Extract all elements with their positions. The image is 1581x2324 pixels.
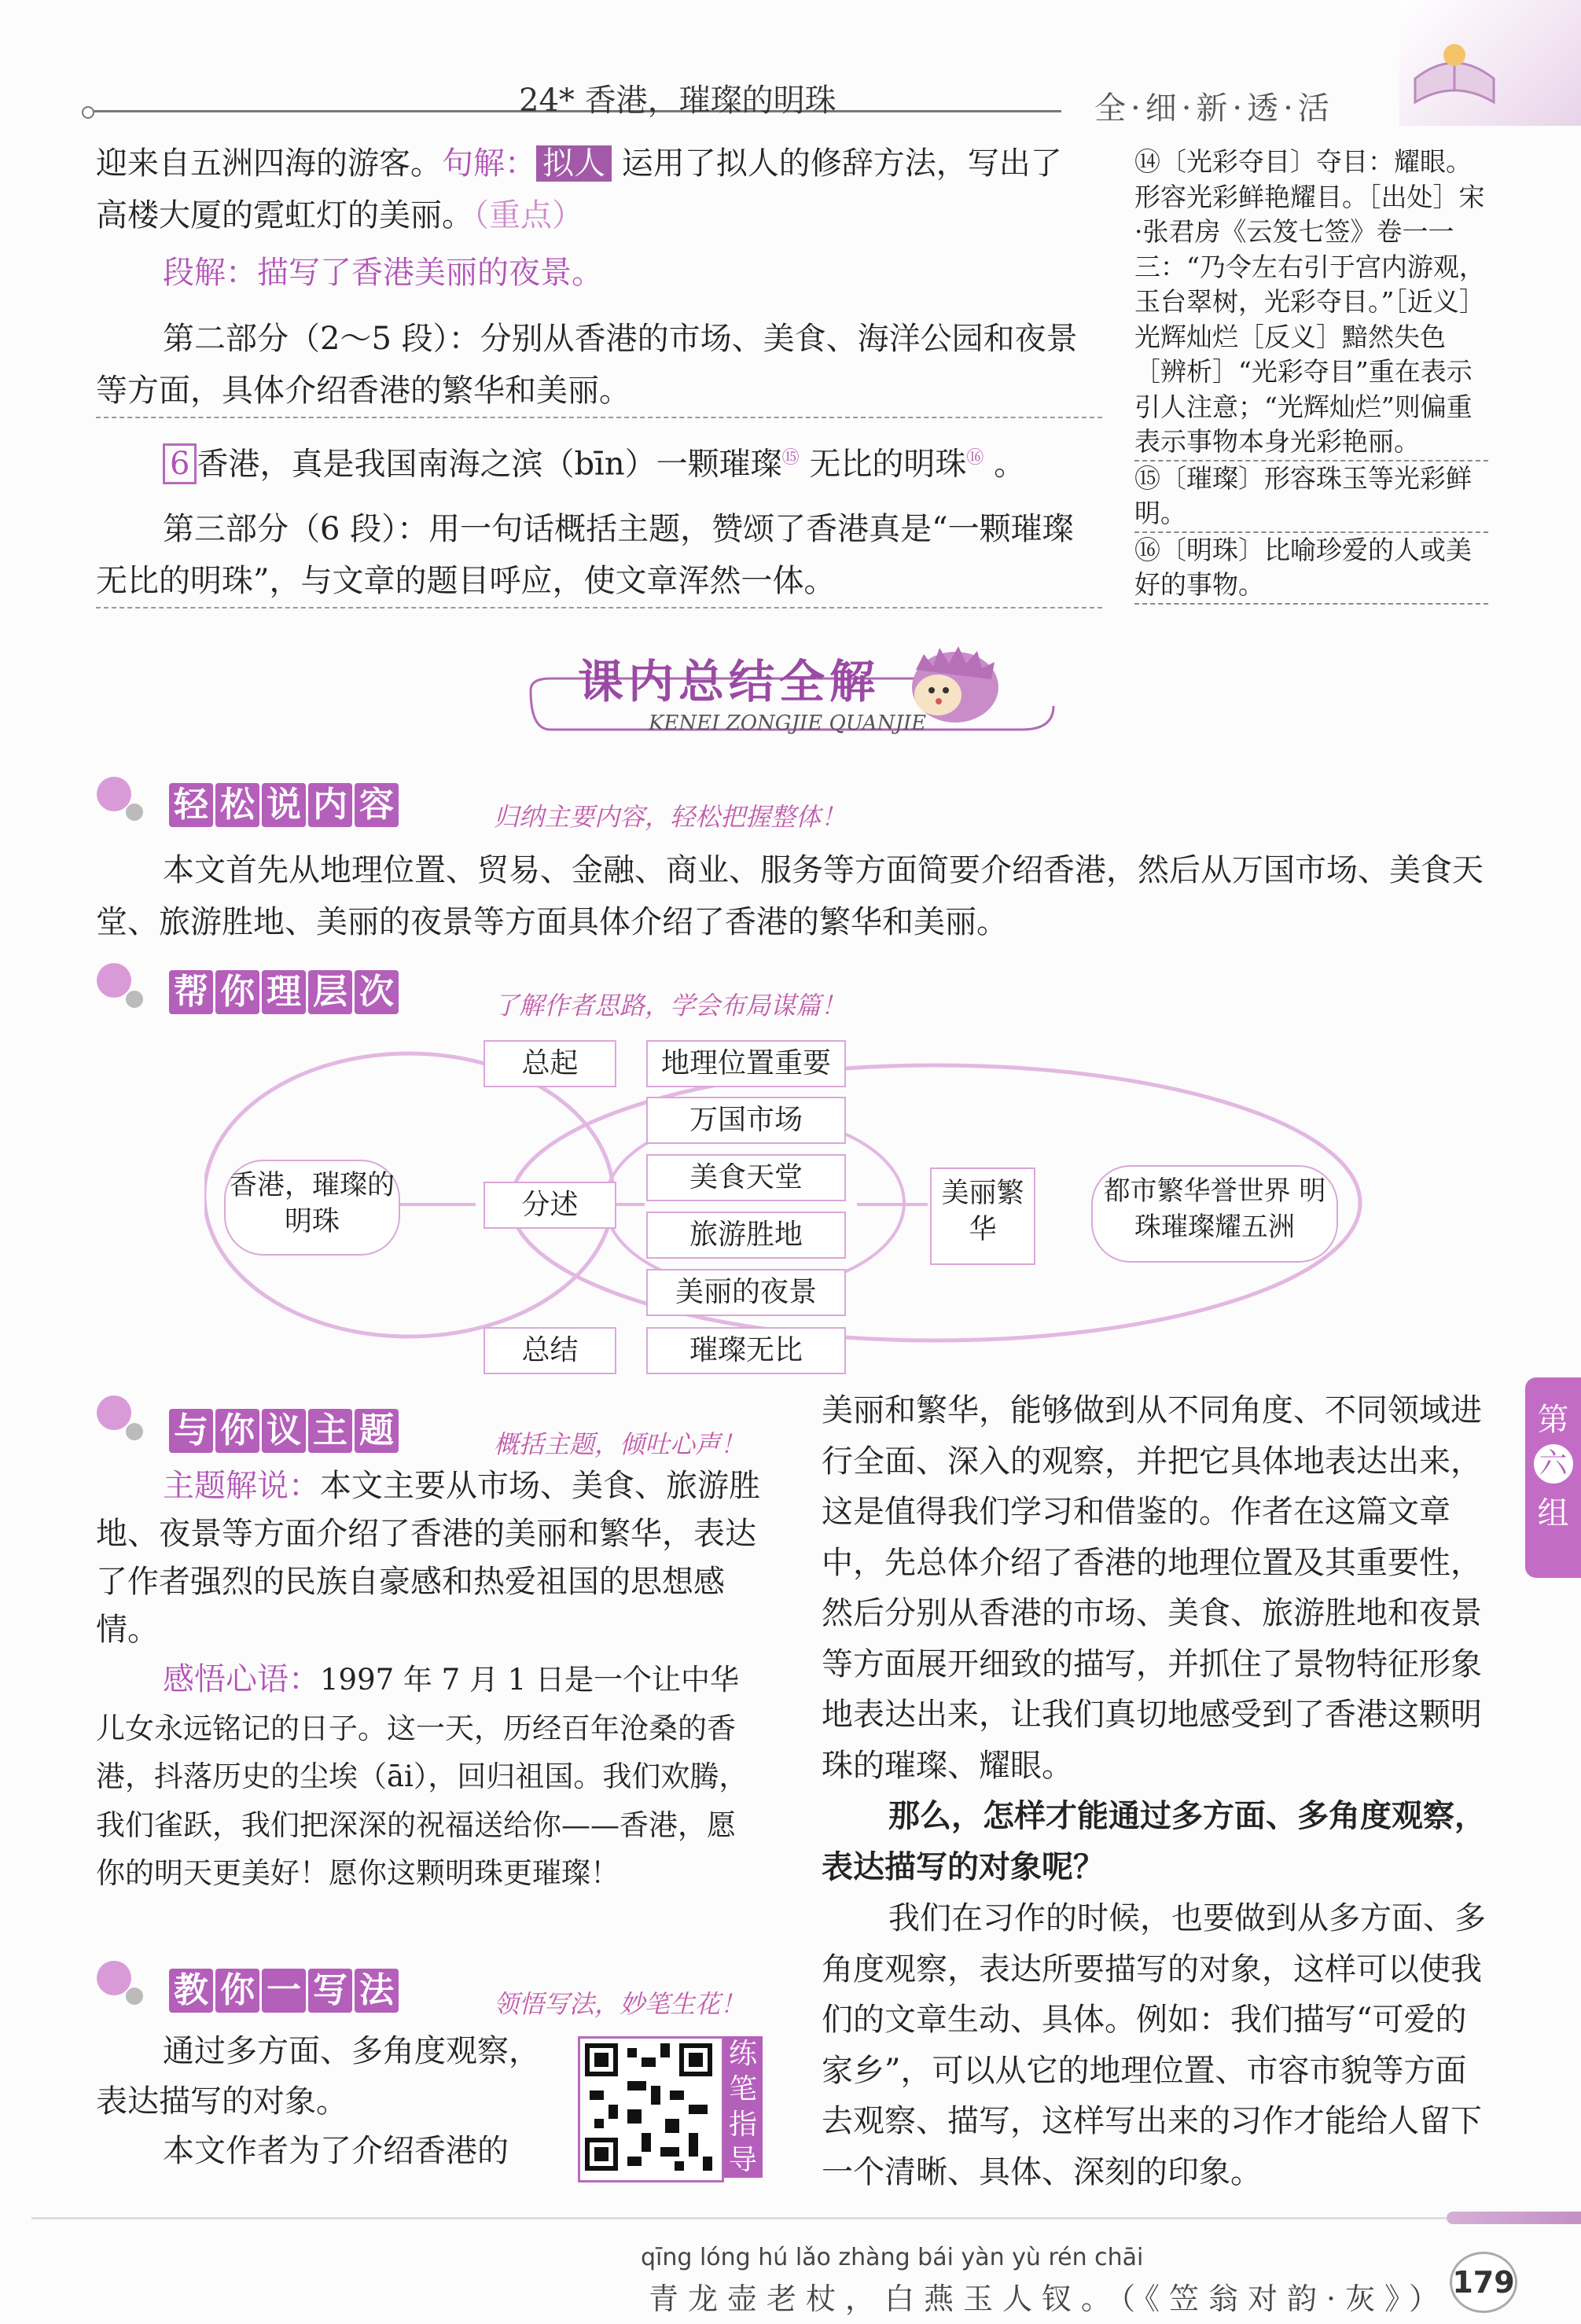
flower-icon xyxy=(97,777,131,811)
key-mark: （重点） xyxy=(473,197,583,234)
paragraph-text-b: 无比的明珠 xyxy=(809,446,967,483)
part-three: 第三部分（6 段）：用一句话概括主题，赞颂了香港真是“一颗璀璨无比的明珠”，与文章的题目呼应，使文章浑然一体。 xyxy=(96,503,1102,609)
dot-icon xyxy=(126,1988,143,2005)
footer-rule xyxy=(31,2217,1478,2219)
sentence-label: 句解： xyxy=(442,145,536,182)
heading-char: 你 xyxy=(215,1969,259,2013)
dot-icon xyxy=(126,1423,143,1440)
diagram-right: 都市繁华誉世界 明珠璀璨耀五洲 xyxy=(1091,1165,1338,1263)
paragraph-summary: 描写了香港美丽的夜景。 xyxy=(257,255,603,291)
section-title: 课内总结全解 xyxy=(578,655,881,708)
tab-number: 六 xyxy=(1534,1444,1573,1484)
heading-char: 你 xyxy=(215,970,259,1014)
book-icon xyxy=(1407,31,1502,110)
paragraph-text: 香港，真是我国南海之滨（bīn）一颗璀璨 xyxy=(197,446,782,483)
heading-char: 容 xyxy=(355,783,399,827)
paragraph-explanation xyxy=(163,247,1106,299)
heading-char: 说 xyxy=(262,783,306,827)
annotation-sidebar xyxy=(1134,145,1488,605)
theme-explanation xyxy=(96,1462,764,1654)
feeling-text: 1997 年 7 月 1 日是一个让中华儿女永远铭记的日子。这一天，历经百年沧桑的香港，抖落历史的尘埃（āi），回归祖国。我们欢腾，我们雀跃，我们把深深的祝福送给你——香港，愿你的明天更美好！愿你这颗明珠更璀璨！ xyxy=(96,1663,748,1890)
heading-char: 写 xyxy=(308,1969,352,2013)
tab-char: 组 xyxy=(1537,1495,1569,1532)
diagram-item: 旅游胜地 xyxy=(646,1212,846,1259)
heading-char: 议 xyxy=(262,1409,306,1453)
method-question: 那么，怎样才能通过多方面、多角度观察，表达描写的对象呢？ xyxy=(822,1797,1486,1885)
explanation-text: 高楼大厦的霓虹灯的美丽。 xyxy=(96,197,473,234)
paragraph-label: 段解： xyxy=(163,255,257,291)
note-14: ⑭〔光彩夺目〕夺目：耀眼。形容光彩鲜艳耀目。［出处］宋·张君房《云笈七签》卷一一三：“乃令左右引于宫内游观，玉台翠树，光彩夺目。”［近义］光辉灿烂［反义］黯然失色［辨析］“光彩夺目”重在表示引人注意；“光辉灿烂”则偏重表示事物本身光彩艳丽。 xyxy=(1134,145,1488,461)
heading-char: 法 xyxy=(355,1969,399,2013)
couplet-pinyin: qīng lóng hú lǎo zhàng bái yàn yù rén chāi xyxy=(641,2244,1144,2271)
block-tip: 归纳主要内容，轻松把握整体！ xyxy=(494,802,847,832)
chapter-tab[interactable] xyxy=(1525,1377,1581,1578)
heading-char: 理 xyxy=(262,970,306,1014)
heading-char: 题 xyxy=(355,1409,399,1453)
writing-method-text: 本文作者为了介绍香港的 xyxy=(163,2133,509,2169)
dot-icon xyxy=(126,803,143,821)
footer-dots xyxy=(1447,2212,1581,2224)
block-heading-method xyxy=(169,1969,401,2013)
method-answer: 我们在习作的时候，也要做到从多方面、多角度观察，表达所要描写的对象，这样可以使我们的文章生动、具体。例如：我们描写“可爱的家乡”，可以从它的地理位置、市容市貌等方面去观察、描写，这样写出来的习作才能给人留下一个清晰、具体、深刻的印象。 xyxy=(822,1900,1486,2190)
note-16: ⑯〔明珠〕比喻珍爱的人或美好的事物。 xyxy=(1134,533,1488,605)
diagram-item: 地理位置重要 xyxy=(646,1040,846,1087)
page-number: 179 xyxy=(1450,2252,1517,2313)
part-two: 第二部分（2～5 段）：分别从香港的市场、美食、海洋公园和夜景等方面，具体介绍香港的繁华和美丽。 xyxy=(96,313,1102,418)
heading-char: 你 xyxy=(215,1409,259,1453)
heading-char: 层 xyxy=(308,970,352,1014)
heading-char: 轻 xyxy=(169,783,213,827)
couplet-text: 青龙壶老杖，白燕玉人钗。（《笠翁对韵·灰》） xyxy=(649,2282,1449,2316)
sentence-explanation-2 xyxy=(96,189,1110,241)
sentence-explanation xyxy=(96,138,1110,189)
section-subtitle: KENEI ZONGJIE QUANJIE xyxy=(649,712,927,735)
diagram-fenshu: 分述 xyxy=(483,1182,616,1229)
method-analysis: 美丽和繁华，能够做到从不同角度、不同领域进行全面、深入的观察，并把它具体地表达出来，这是值得我们学习和借鉴的。作者在这篇文章中，先总体介绍了香港的地理位置及其重要性，然后分别从香港的市场、美食、旅游胜地和夜景等方面展开细致的描写，并抓住了景物特征形象地表达出来，让我们真切地感受到了香港这颗明珠的璀璨、耀眼。 xyxy=(822,1392,1482,1784)
theme-label: 主题解说： xyxy=(163,1468,320,1504)
feeling-label: 感悟心语： xyxy=(163,1661,320,1697)
block-tip: 领悟写法，妙笔生花！ xyxy=(494,1989,746,2019)
diagram-root: 香港，璀璨的明珠 xyxy=(224,1160,400,1256)
diagram-item: 万国市场 xyxy=(646,1097,846,1144)
note-ref: ⑮ xyxy=(781,448,800,468)
theme-text: 本文主要从市场、美食、旅游胜地、夜景等方面介绍了香港的美丽和繁华，表达了作者强烈的民族自豪感和热爱祖国的思想感情。 xyxy=(96,1468,760,1648)
text-line: 迎来自五洲四海的游客。 xyxy=(96,145,442,182)
diagram-item: 美食天堂 xyxy=(646,1154,846,1201)
heading-char: 主 xyxy=(308,1409,352,1453)
content-summary: 本文首先从地理位置、贸易、金融、商业、服务等方面简要介绍香港，然后从万国市场、美食天堂、旅游胜地、美丽的夜景等方面具体介绍了香港的繁华和美丽。 xyxy=(96,852,1484,940)
feeling xyxy=(96,1656,764,1898)
block-tip: 概括主题，倾吐心声！ xyxy=(494,1429,746,1459)
flower-icon xyxy=(97,963,131,998)
heading-char: 帮 xyxy=(169,970,213,1014)
writing-method: 通过多方面、多角度观察，表达描写的对象。 xyxy=(96,2033,540,2120)
diagram-zongqi: 总起 xyxy=(483,1040,616,1087)
heading-char: 次 xyxy=(355,970,399,1014)
diagram-item: 美丽的夜景 xyxy=(646,1269,846,1316)
explanation-text: 运用了拟人的修辞方法，写出了 xyxy=(621,145,1062,182)
diagram-mid: 美丽繁华 xyxy=(930,1168,1035,1265)
heading-char: 内 xyxy=(308,783,352,827)
rhetoric-tag: 拟人 xyxy=(536,145,612,182)
note-ref: ⑯ xyxy=(966,448,984,468)
heading-char: 松 xyxy=(215,783,259,827)
lesson-title: 24* 香港，璀璨的明珠 xyxy=(519,83,836,119)
block-heading-theme xyxy=(169,1409,401,1453)
heading-char: 教 xyxy=(169,1969,213,2013)
heading-char: 一 xyxy=(262,1969,306,2013)
block-heading-content xyxy=(169,783,401,827)
qr-code-icon[interactable] xyxy=(578,2036,724,2182)
paragraph-six xyxy=(163,432,1106,490)
block-heading-structure xyxy=(169,970,401,1014)
note-15: ⑮〔璀璨〕形容珠玉等光彩鲜明。 xyxy=(1134,461,1488,533)
heading-char: 与 xyxy=(169,1409,213,1453)
diagram-zongjie: 总结 xyxy=(483,1327,616,1374)
block-tip: 了解作者思路，学会布局谋篇！ xyxy=(494,991,847,1020)
paragraph-end: 。 xyxy=(994,446,1026,483)
tab-char: 第 xyxy=(1537,1402,1569,1438)
qr-label: 练笔指导 xyxy=(723,2036,763,2178)
header-dot xyxy=(82,106,94,119)
diagram-item: 璀璨无比 xyxy=(646,1327,846,1374)
flower-icon xyxy=(97,1961,131,1995)
header-slogan: 全·细·新·透·活 xyxy=(1094,90,1334,127)
flower-icon xyxy=(97,1396,131,1430)
paragraph-number: 6 xyxy=(163,443,197,484)
dot-icon xyxy=(126,991,143,1008)
